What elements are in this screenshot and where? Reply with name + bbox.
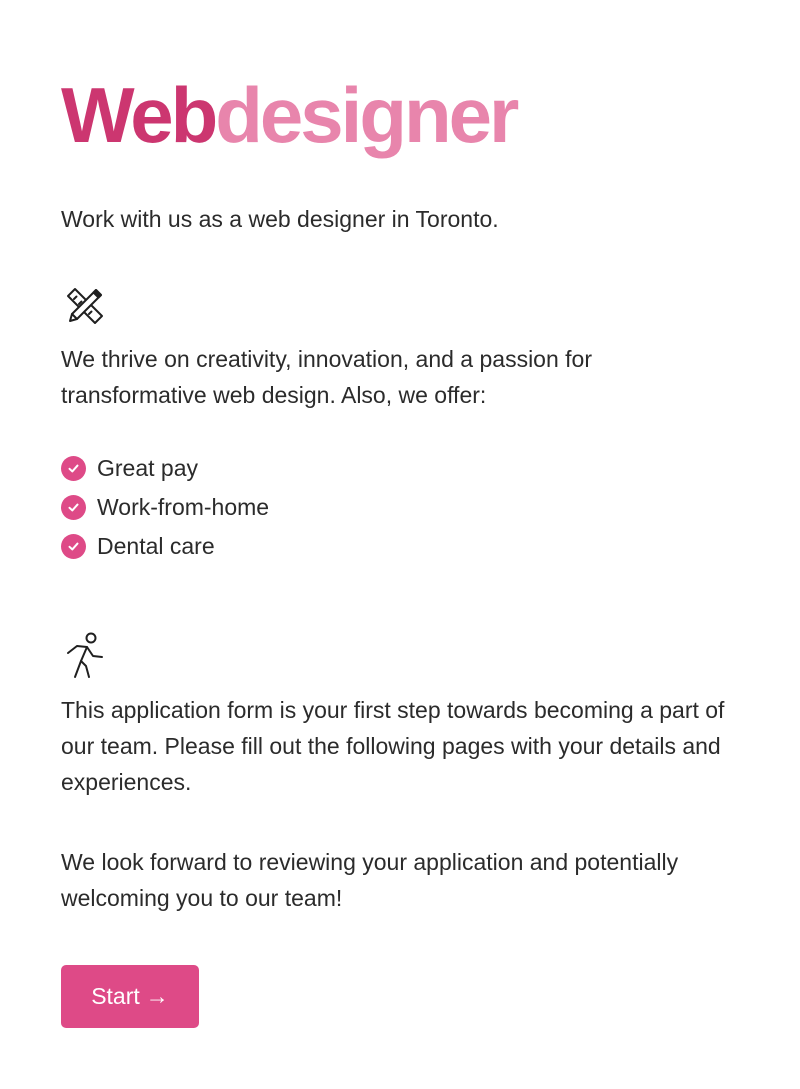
benefit-label: Dental care: [97, 533, 215, 559]
check-circle-icon: [61, 456, 86, 481]
closing-text: We look forward to reviewing your application and potentially welcoming you to our team!: [61, 849, 679, 911]
list-item: [61, 449, 269, 488]
arrow-right-icon: →: [145, 983, 169, 1009]
benefits-list: [61, 449, 269, 566]
walking-person-icon: [65, 631, 105, 679]
check-circle-icon: [61, 495, 86, 520]
intro-text: Work with us as a web designer in Toronto.: [61, 206, 499, 232]
title-part-designer: designer: [215, 71, 517, 159]
application-info-text: This application form is your first step towards becoming a part of our team. Please fill out the following pages with your details and experiences.: [61, 697, 725, 795]
start-button[interactable]: [61, 965, 199, 1028]
title-part-web: Web: [61, 71, 216, 159]
benefit-label: Great pay: [97, 455, 198, 481]
ruler-pencil-icon: [65, 286, 105, 326]
list-item: [61, 488, 269, 527]
start-button-label: Start: [91, 983, 140, 1009]
list-item: [61, 527, 269, 566]
check-circle-icon: [61, 534, 86, 559]
benefit-label: Work-from-home: [97, 494, 270, 520]
culture-text: We thrive on creativity, innovation, and a passion for transformative web design. Also, we offer:: [61, 346, 592, 408]
page-title: [61, 70, 516, 160]
